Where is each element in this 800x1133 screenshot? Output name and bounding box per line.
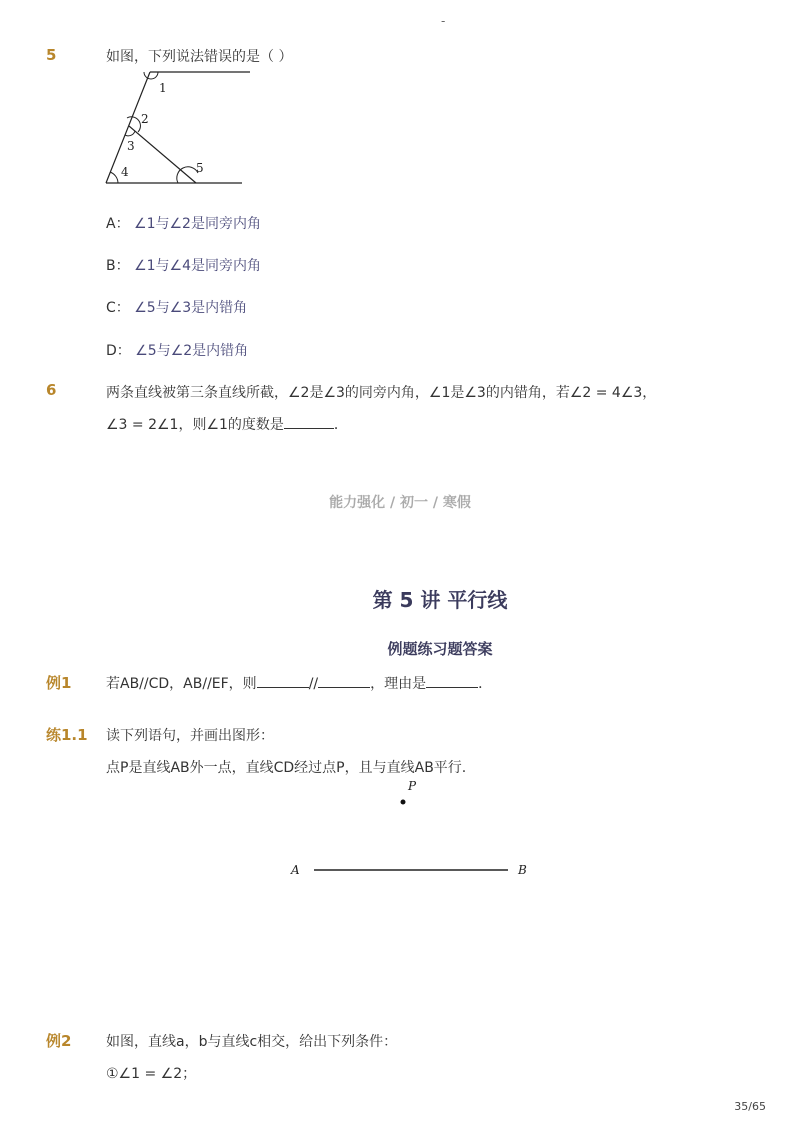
lecture-title: 第 5 讲 平行线	[372, 588, 508, 612]
example-1-part-2: //	[308, 676, 319, 692]
header-mark: -	[441, 14, 446, 28]
example-1-label: 例1	[46, 674, 72, 692]
lecture-subtitle: 例题练习题答案	[387, 640, 493, 658]
question-6-line-2-b: ．	[333, 417, 348, 433]
option-b-key: B：	[106, 258, 130, 274]
figure-label-2: 2	[141, 112, 149, 126]
question-5-stem: 如图，下列说法错误的是（ ）	[106, 49, 293, 65]
point-p	[401, 800, 406, 805]
figure-label-5: 5	[196, 161, 204, 175]
option-d[interactable]	[106, 340, 248, 360]
example-1-part-3: ，理由是	[370, 676, 427, 692]
section-label: 能力强化 / 初一 / 寒假	[329, 495, 471, 511]
blank-2[interactable]	[318, 687, 370, 688]
blank-1[interactable]	[257, 687, 309, 688]
practice-1-1-line-2: 点P是直线AB外一点，直线CD经过点P，且与直线AB平行.	[106, 760, 467, 776]
option-a-key: A：	[106, 216, 130, 232]
angle-1-arc	[144, 72, 158, 79]
option-b-text: ∠1与∠4是同旁内角	[134, 258, 261, 274]
example-1-text	[106, 673, 492, 693]
figure-label-1: 1	[159, 81, 167, 95]
figure-label-3: 3	[127, 139, 135, 153]
practice-1-1-label: 练1.1	[46, 726, 88, 744]
question-6-line-1: 两条直线被第三条直线所截，∠2是∠3的同旁内角，∠1是∠3的内错角，若∠2 = 4∠3，	[106, 385, 657, 401]
cross-line	[129, 126, 196, 183]
option-b[interactable]	[106, 255, 261, 275]
option-c[interactable]	[106, 297, 247, 317]
point-p-label: P	[408, 779, 417, 793]
blank-3[interactable]	[426, 687, 478, 688]
question-number-6: 6	[46, 381, 57, 399]
answer-blank[interactable]	[284, 428, 334, 429]
option-a-text: ∠1与∠2是同旁内角	[134, 216, 261, 232]
practice-1-1-line-1: 读下列语句，并画出图形：	[106, 728, 274, 744]
option-d-text: ∠5与∠2是内错角	[135, 343, 249, 359]
question-number-5: 5	[46, 46, 57, 64]
option-c-key: C：	[106, 300, 130, 316]
option-d-key: D：	[106, 343, 131, 359]
question-6-line-2-a: ∠3 = 2∠1，则∠1的度数是	[106, 417, 284, 433]
question-6-line-2	[106, 414, 348, 434]
point-a-label: A	[291, 863, 300, 877]
example-2-label: 例2	[46, 1032, 72, 1050]
example-1-part-1: 若AB//CD，AB//EF，则	[106, 676, 257, 692]
page-number: 35/65	[734, 1100, 766, 1113]
question-5-figure	[100, 66, 250, 191]
practice-1-1-figure	[280, 775, 540, 885]
angle-4-arc	[110, 172, 118, 183]
option-a[interactable]	[106, 213, 261, 233]
example-1-part-4: ．	[478, 676, 493, 692]
point-b-label: B	[518, 863, 527, 877]
figure-label-4: 4	[121, 165, 129, 179]
example-2-line-1: 如图，直线a，b与直线c相交，给出下列条件：	[106, 1034, 398, 1050]
example-2-line-2: ①∠1 = ∠2；	[106, 1066, 197, 1082]
option-c-text: ∠5与∠3是内错角	[134, 300, 248, 316]
